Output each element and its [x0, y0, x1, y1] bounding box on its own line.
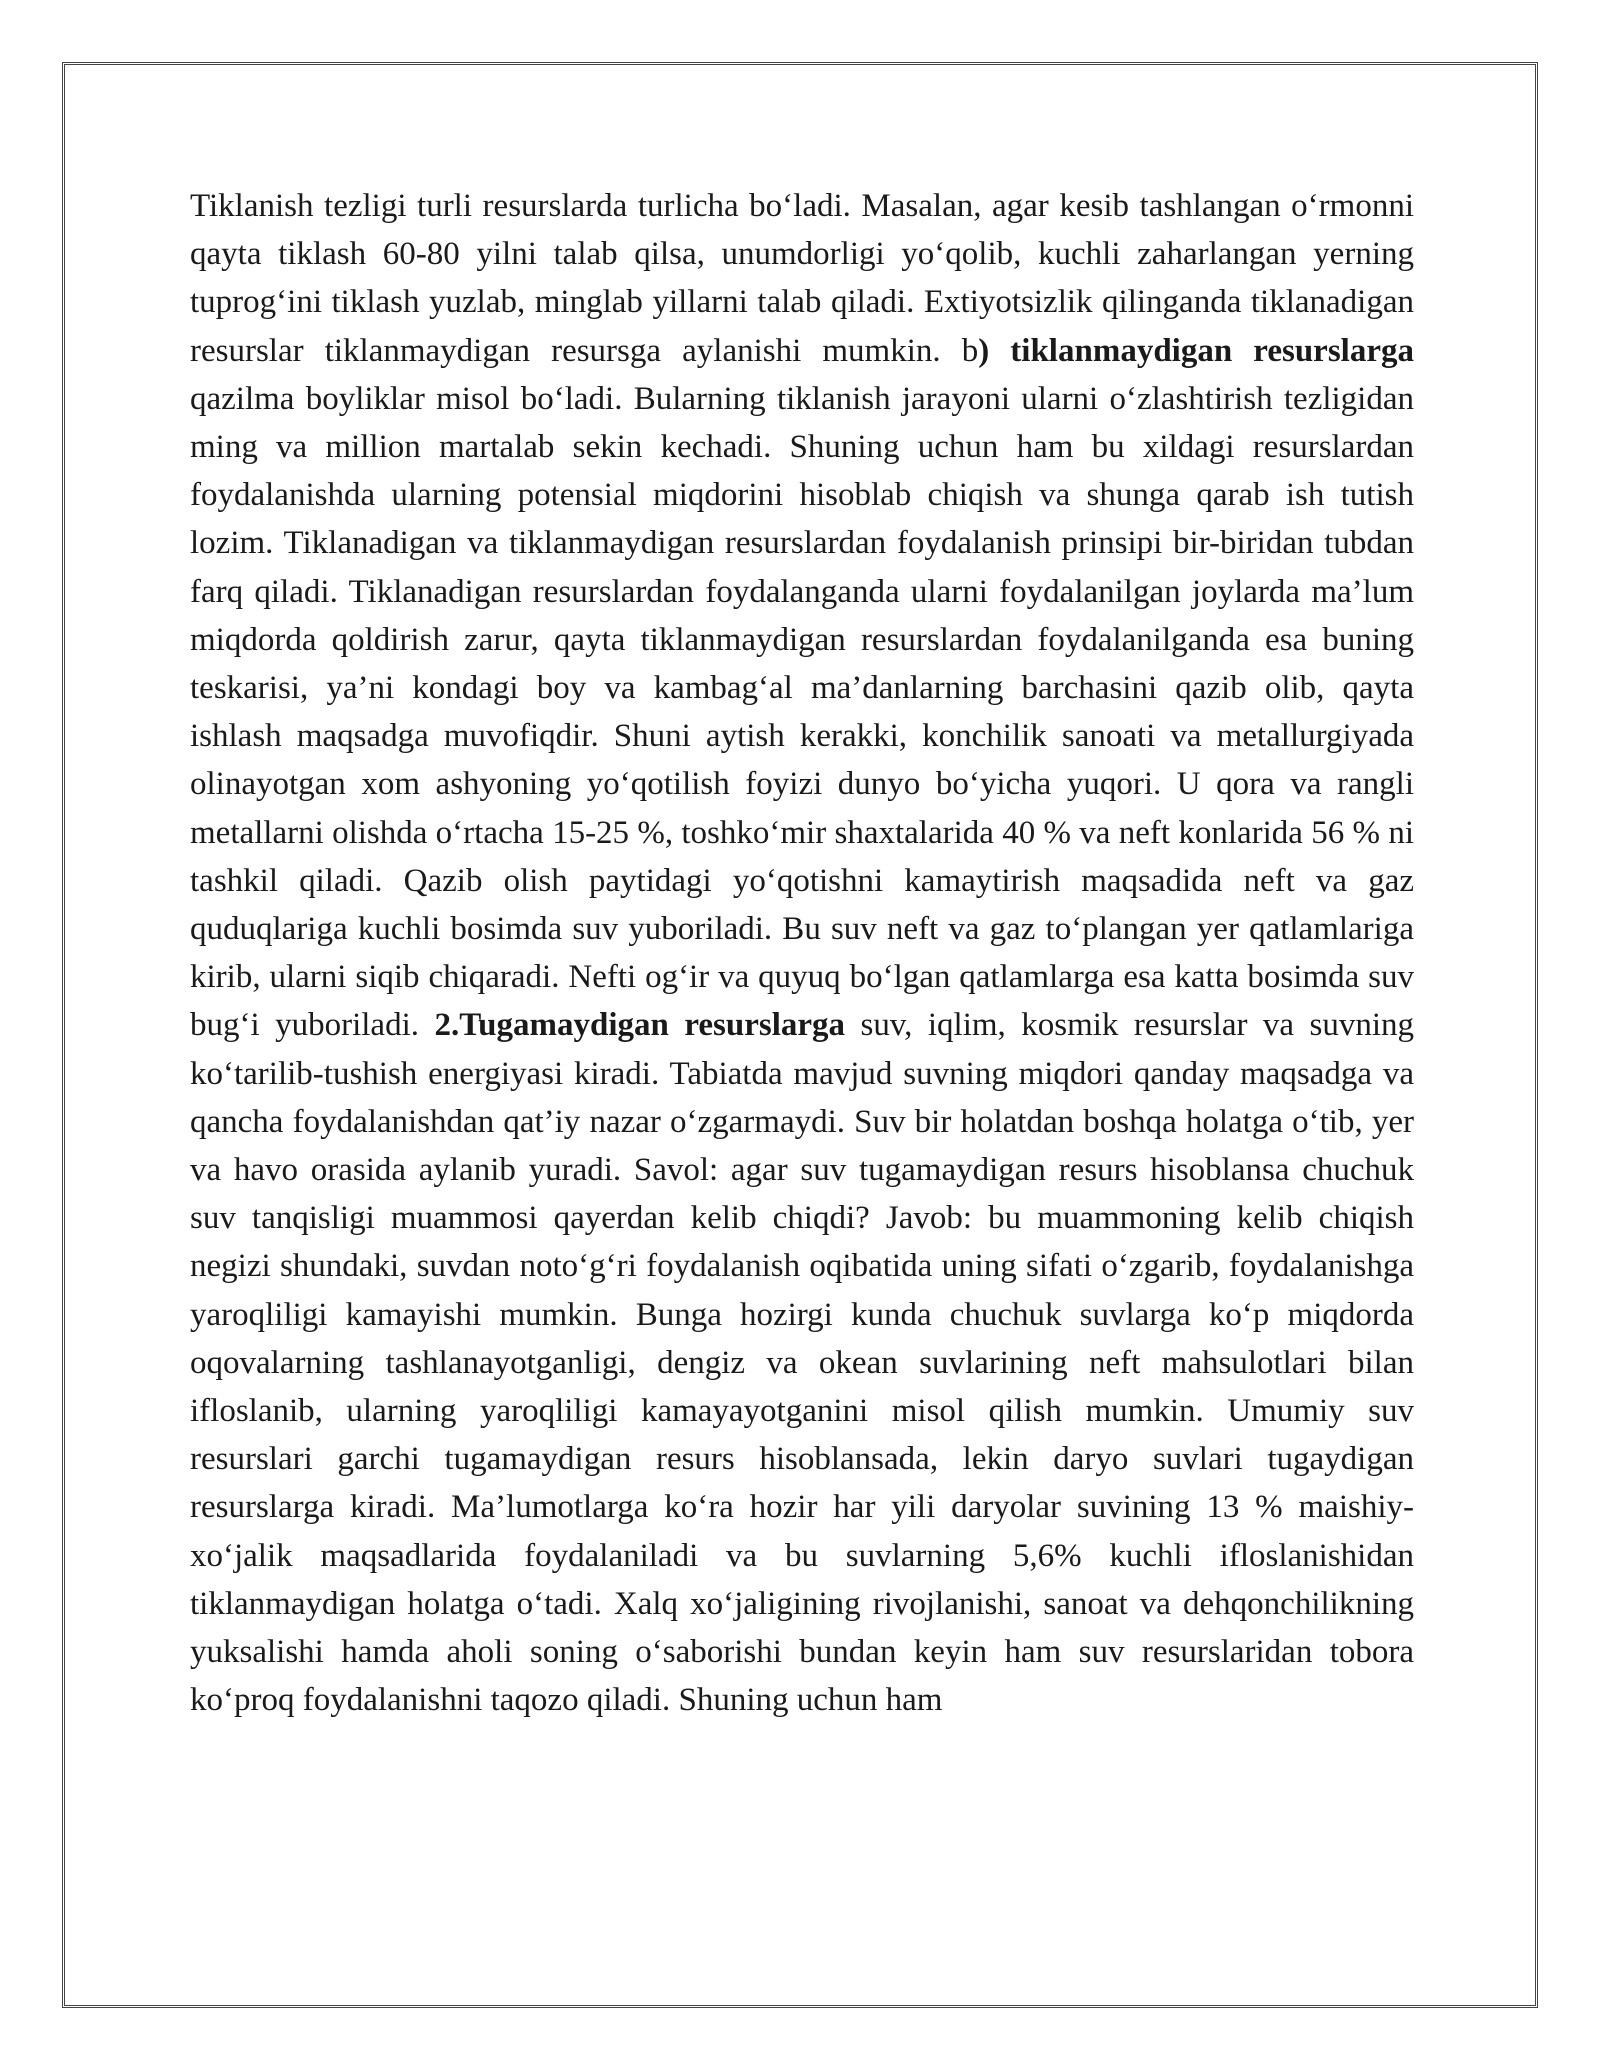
bold-heading-inexhaustible: 2.Tugamaydigan resurslarga — [434, 1007, 846, 1044]
bold-term-non-renewable: ) tiklanmaydigan resurslarga — [978, 332, 1414, 369]
text-segment: Tiklanish tezligi turli resurslarda turlicha bo‘ladi. Masalan, agar kesib tashlangan o‘rmonni qayta tiklash 60-80 yilni talab qilsa, unumdorligi yo‘qolib, kuchli zaharlangan yerning tuprog‘ini tiklash yuzlab, minglab yillarni talab qiladi. Extiyotsizlik qilinganda tiklanadigan resurslar tiklanmaydigan resursga aylanishi mumkin. b — [190, 188, 1414, 369]
body-paragraph — [190, 182, 1414, 1725]
text-segment: qazilma boyliklar misol bo‘ladi. Bularning tiklanish jarayoni ularni o‘zlashtirish tezligidan ming va million martalab sekin kechadi. Shuning uchun ham bu xildagi resurslardan foydalanishda ularning potensial miqdorini hisoblab chiqish va shunga qarab ish tutish lozim. Tiklanadigan va tiklanmaydigan resurslardan foydalanish prinsipi bir-biridan tubdan farq qiladi. Tiklanadigan resurslardan foydalanganda ularni foydalanilgan joylarda ma’lum miqdorda qoldirish zarur, qayta tiklanmaydigan resurslardan foydalanilganda esa buning teskarisi, ya’ni kondagi boy va kambag‘al ma’danlarning barchasini qazib olib, qayta ishlash maqsadga muvofiqdir. Shuni aytish kerakki, konchilik sanoati va metallurgiyada olinayotgan xom ashyoning yo‘qotilish foyizi dunyo bo‘yicha yuqori. U qora va rangli metallarni olishda o‘rtacha 15-25 %, toshko‘mir shaxtalarida 40 % va neft konlarida 56 % ni tashkil qiladi. Qazib olish paytidagi yo‘qotishni kamaytirish maqsadida neft va gaz quduqlariga kuchli bosimda suv yuboriladi. Bu suv neft va gaz to‘plangan yer qatlamlariga kirib, ularni siqib chiqaradi. Nefti og‘ir va quyuq bo‘lgan qatlamlarga esa katta bosimda suv bug‘i yuboriladi. — [190, 380, 1414, 1044]
text-segment: suv, iqlim, kosmik resurslar va suvning ko‘tarilib-tushish energiyasi kiradi. Tabiatda mavjud suvning miqdori qanday maqsadga va qancha foydalanishdan qat’iy nazar o‘zgarmaydi. Suv bir holatdan boshqa holatga o‘tib, yer va havo orasida aylanib yuradi. Savol: agar suv tugamaydigan resurs hisoblansa chuchuk suv tanqisligi muammosi qayerdan kelib chiqdi? Javob: bu muammoning kelib chiqish negizi shundaki, suvdan noto‘g‘ri foydalanish oqibatida uning sifati o‘zgarib, foydalanishga yaroqliligi kamayishi mumkin. Bunga hozirgi kunda chuchuk suvlarga ko‘p miqdorda oqovalarning tashlanayotganligi, dengiz va okean suvlarining neft mahsulotlari bilan ifloslanib, ularning yaroqliligi kamayayotganini misol qilish mumkin. Umumiy suv resurslari garchi tugamaydigan resurs hisoblansada, lekin daryo suvlari tugaydigan resurslarga kiradi. Ma’lumotlarga ko‘ra hozir har yili daryolar suvining 13 % maishiy-xo‘jalik maqsadlarida foydalaniladi va bu suvlarning 5,6% kuchli ifloslanishidan tiklanmaydigan holatga o‘tadi. Xalq xo‘jaligining rivojlanishi, sanoat va dehqonchilikning yuksalishi hamda aholi soning o‘saborishi bundan keyin ham suv resurslaridan tobora ko‘proq foydalanishni taqozo qiladi. Shuning uchun ham — [190, 1007, 1414, 1719]
